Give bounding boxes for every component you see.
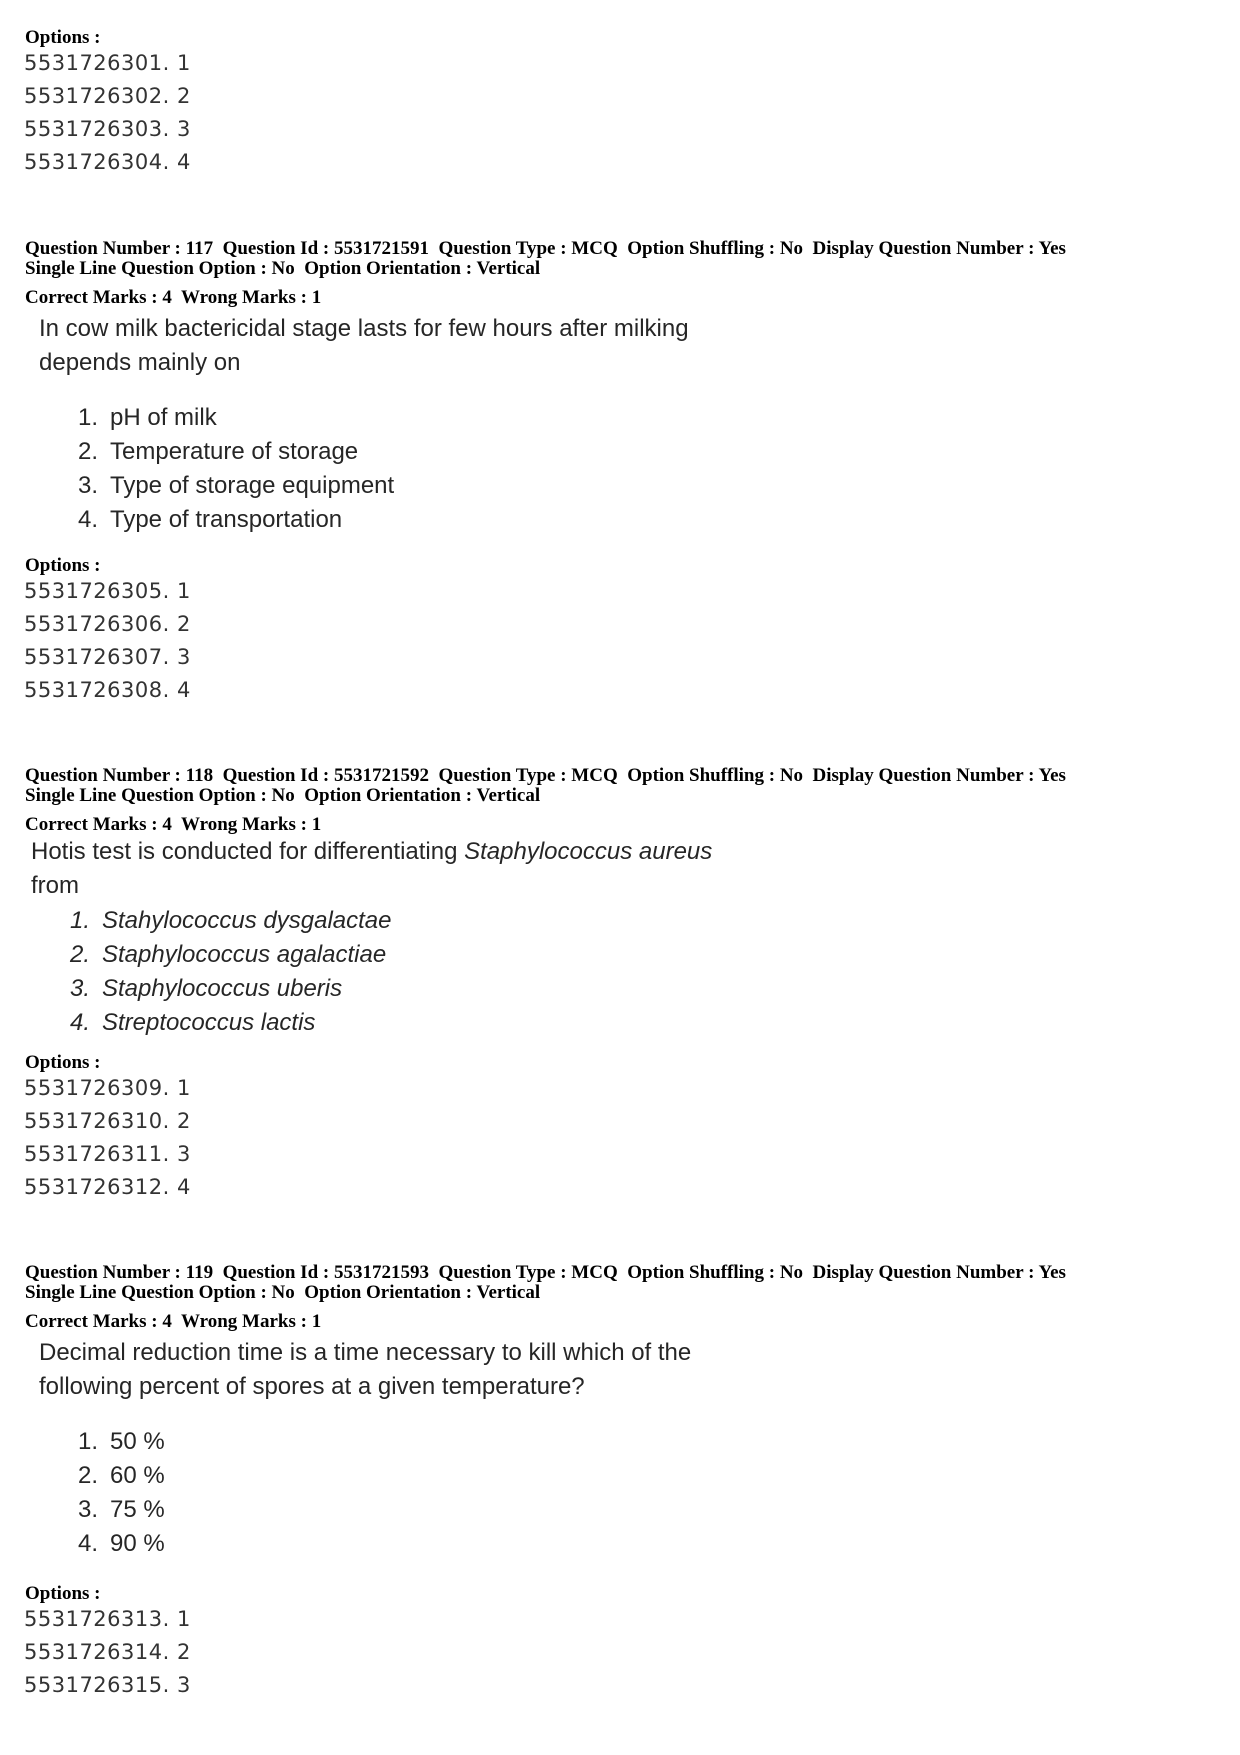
question-marks: Correct Marks : 4 Wrong Marks : 1 [25, 1311, 322, 1332]
answer-choice: 4. Streptococcus lactis [70, 1009, 316, 1036]
question-meta: Single Line Question Option : No Option Orientation : Vertical [25, 1282, 541, 1303]
answer-choice: 4. 90 % [78, 1530, 165, 1557]
answer-choice: 3. Staphylococcus uberis [70, 975, 343, 1002]
question-stem: Hotis test is conducted for differentiating Staphylococcus aureus [31, 838, 713, 865]
answer-choice: 4. Type of transportation [78, 506, 343, 533]
option-item: 5531726305. 1 [24, 579, 191, 603]
question-stem: Decimal reduction time is a time necessary to kill which of the [39, 1339, 692, 1366]
answer-choice: 1. pH of milk [78, 404, 217, 431]
answer-choice: 1. 50 % [78, 1428, 165, 1455]
option-item: 5531726313. 1 [24, 1607, 191, 1631]
answer-choice: 3. Type of storage equipment [78, 472, 395, 499]
question-meta: Question Number : 118 Question Id : 5531721592 Question Type : MCQ Option Shuffling : No Display Question Number : Yes [25, 765, 1066, 786]
option-item: 5531726312. 4 [24, 1175, 191, 1199]
question-marks: Correct Marks : 4 Wrong Marks : 1 [25, 287, 322, 308]
options-heading: Options : [25, 1583, 101, 1604]
option-item: 5531726304. 4 [24, 150, 191, 174]
question-meta: Question Number : 119 Question Id : 5531721593 Question Type : MCQ Option Shuffling : No Display Question Number : Yes [25, 1262, 1066, 1283]
options-heading: Options : [25, 555, 101, 576]
question-stem: following percent of spores at a given temperature? [39, 1373, 585, 1400]
question-stem: In cow milk bactericidal stage lasts for few hours after milking [39, 315, 689, 342]
option-item: 5531726308. 4 [24, 678, 191, 702]
option-item: 5531726309. 1 [24, 1076, 191, 1100]
answer-choice: 3. 75 % [78, 1496, 165, 1523]
option-item: 5531726306. 2 [24, 612, 191, 636]
question-meta: Single Line Question Option : No Option Orientation : Vertical [25, 258, 541, 279]
option-item: 5531726301. 1 [24, 51, 191, 75]
question-stem: from [31, 872, 79, 899]
options-heading: Options : [25, 1052, 101, 1073]
question-stem: depends mainly on [39, 349, 241, 376]
answer-choice: 2. 60 % [78, 1462, 165, 1489]
option-item: 5531726311. 3 [24, 1142, 191, 1166]
question-meta: Question Number : 117 Question Id : 5531721591 Question Type : MCQ Option Shuffling : No Display Question Number : Yes [25, 238, 1066, 259]
question-marks: Correct Marks : 4 Wrong Marks : 1 [25, 814, 322, 835]
option-item: 5531726310. 2 [24, 1109, 191, 1133]
answer-choice: 2. Staphylococcus agalactiae [70, 941, 387, 968]
option-item: 5531726314. 2 [24, 1640, 191, 1664]
option-item: 5531726302. 2 [24, 84, 191, 108]
option-item: 5531726315. 3 [24, 1673, 191, 1697]
question-meta: Single Line Question Option : No Option Orientation : Vertical [25, 785, 541, 806]
options-heading: Options : [25, 27, 101, 48]
answer-choice: 1. Stahylococcus dysgalactae [70, 907, 392, 934]
stem-italic-term: Staphylococcus aureus [464, 838, 713, 865]
answer-choice: 2. Temperature of storage [78, 438, 359, 465]
option-item: 5531726307. 3 [24, 645, 191, 669]
option-item: 5531726303. 3 [24, 117, 191, 141]
